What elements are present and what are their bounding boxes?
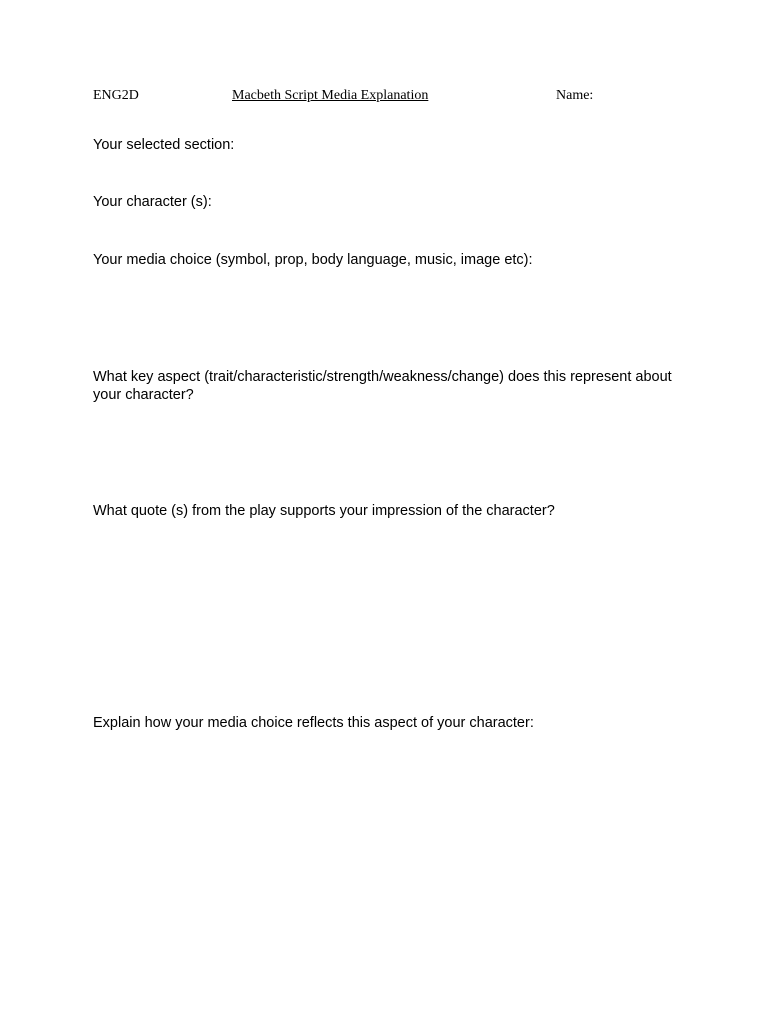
key-aspect-prompt: What key aspect (trait/characteristic/strength/weakness/change) does this represent about your character? <box>93 369 672 403</box>
document-title: Macbeth Script Media Explanation <box>232 88 429 103</box>
character-prompt: Your character (s): <box>93 194 212 210</box>
explain-prompt: Explain how your media choice reflects this aspect of your character: <box>93 715 534 731</box>
media-choice-prompt: Your media choice (symbol, prop, body language, music, image etc): <box>93 252 533 268</box>
quote-prompt: What quote (s) from the play supports your impression of the character? <box>93 503 555 519</box>
course-code: ENG2D <box>93 88 139 103</box>
worksheet-header <box>0 88 768 108</box>
name-label: Name: <box>556 88 594 103</box>
selected-section-prompt: Your selected section: <box>93 137 235 153</box>
